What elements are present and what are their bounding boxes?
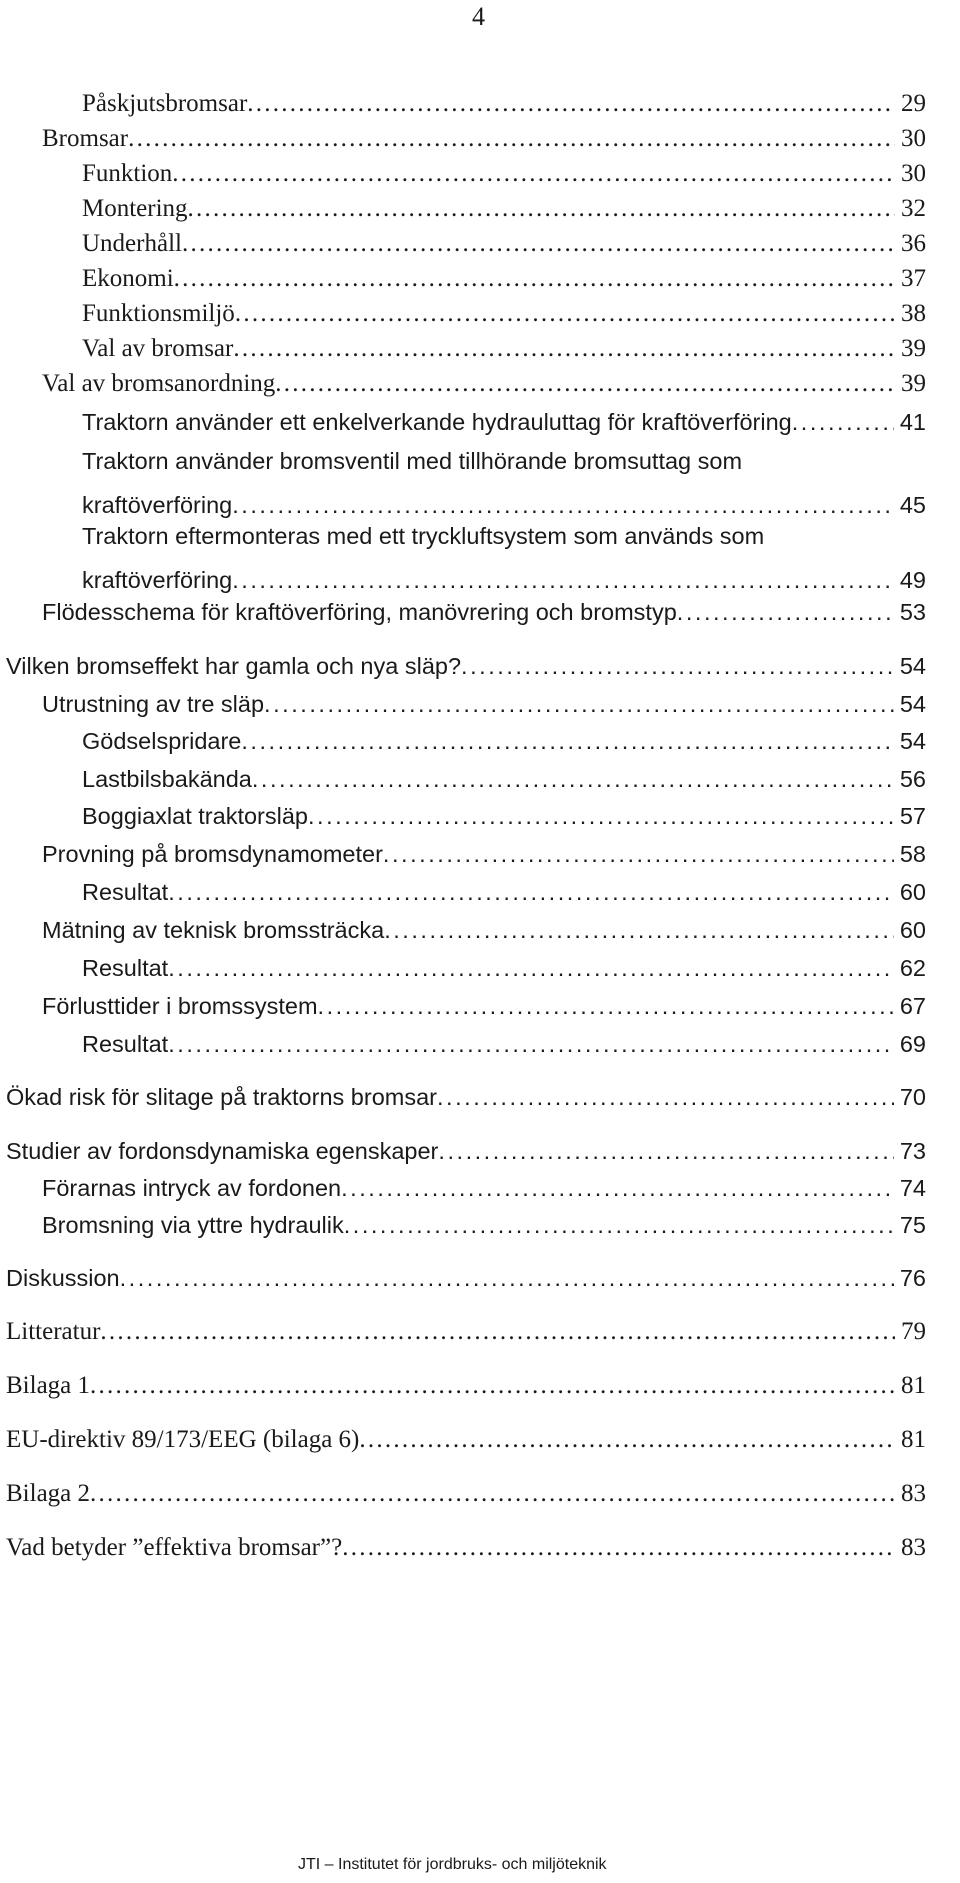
toc-entry-page: 39 bbox=[901, 335, 926, 362]
toc-entry-title: Val av bromsar bbox=[82, 335, 234, 362]
toc-entry-title: Funktionsmiljö bbox=[82, 300, 235, 327]
toc-dot-leader bbox=[90, 1472, 895, 1516]
toc-entry-page: 30 bbox=[901, 160, 926, 187]
toc-entry-title: Bromsar bbox=[42, 125, 129, 152]
toc-entry-page: 83 bbox=[901, 1480, 926, 1507]
toc-entry-title: Boggiaxlat traktorsläp bbox=[82, 803, 308, 829]
toc-entry[interactable] bbox=[82, 514, 926, 602]
toc-entry-title: Provning på bromsdynamometer bbox=[42, 841, 383, 867]
toc-entry-page: 41 bbox=[899, 409, 926, 435]
toc-entry[interactable] bbox=[6, 1472, 926, 1516]
toc-entry-title-line: Traktorn eftermonteras med ett tryckluftsystem som används som bbox=[82, 523, 765, 549]
toc-entry-page: 49 bbox=[899, 567, 926, 593]
toc-entry[interactable] bbox=[82, 1022, 926, 1066]
toc-dot-leader bbox=[344, 1203, 894, 1247]
page-number: 4 bbox=[472, 2, 485, 31]
toc-entry-title: Utrustning av tre släp bbox=[42, 691, 265, 717]
toc-entry-title-line: Traktorn använder bromsventil med tillhörande bromsuttag som bbox=[82, 448, 743, 474]
toc-entry-page: 54 bbox=[899, 653, 926, 679]
toc-entry-page: 29 bbox=[901, 90, 926, 117]
toc-entry[interactable] bbox=[6, 1256, 926, 1300]
toc-entry-page: 74 bbox=[899, 1175, 926, 1201]
toc-entry-title: Underhåll bbox=[82, 230, 182, 257]
toc-entry-page: 36 bbox=[901, 230, 926, 257]
toc-entry-page: 67 bbox=[899, 993, 926, 1019]
toc-dot-leader bbox=[168, 1022, 894, 1066]
toc-entry-page: 37 bbox=[901, 265, 926, 292]
toc-entry-title: Lastbilsbakända bbox=[82, 766, 252, 792]
toc-dot-leader bbox=[120, 1256, 894, 1300]
toc-entry-page: 54 bbox=[899, 728, 926, 754]
toc-entry-title: kraftöverföring bbox=[82, 492, 233, 518]
toc-entry-title: Funktion bbox=[82, 160, 173, 187]
toc-entry-title: Resultat bbox=[82, 955, 169, 981]
toc-entry[interactable] bbox=[82, 400, 926, 444]
toc-entry[interactable] bbox=[6, 1075, 926, 1119]
toc-dot-leader bbox=[342, 1526, 895, 1570]
toc-entry-page: 57 bbox=[899, 803, 926, 829]
toc-dot-leader bbox=[90, 1364, 895, 1408]
toc-entry-title: Gödselspridare bbox=[82, 728, 242, 754]
toc-dot-leader bbox=[677, 590, 894, 634]
toc-entry-title: Bromsning via yttre hydraulik bbox=[42, 1212, 344, 1238]
toc-entry-title: Vad betyder ”effektiva bromsar”? bbox=[6, 1534, 343, 1561]
toc-entry-page: 70 bbox=[899, 1084, 926, 1110]
toc-entry-page: 39 bbox=[901, 370, 926, 397]
toc-entry-title: Bilaga 2 bbox=[6, 1480, 91, 1507]
toc-entry[interactable] bbox=[6, 1418, 926, 1462]
toc-entry-page: 73 bbox=[899, 1138, 926, 1164]
toc-entry-page: 76 bbox=[899, 1265, 926, 1291]
toc-entry-title: Förarnas intryck av fordonen bbox=[42, 1175, 342, 1201]
toc-entry-title: EU-direktiv 89/173/EEG (bilaga 6) bbox=[6, 1426, 360, 1453]
toc-entry-title: Vilken bromseffekt har gamla och nya släp? bbox=[6, 653, 462, 679]
toc-entry-title: Mätning av teknisk bromssträcka bbox=[42, 917, 385, 943]
toc-dot-leader bbox=[100, 1310, 895, 1354]
toc-entry-page: 60 bbox=[899, 879, 926, 905]
toc-entry-page: 83 bbox=[901, 1534, 926, 1561]
toc-entry-page: 45 bbox=[899, 492, 926, 518]
toc-entry-page: 62 bbox=[899, 955, 926, 981]
toc-entry-title: Flödesschema för kraftöverföring, manövrering och bromstyp bbox=[42, 599, 677, 625]
toc-entry-title: Förlusttider i bromssystem bbox=[42, 993, 318, 1019]
toc-entry[interactable] bbox=[42, 1203, 926, 1247]
toc-entry-title: kraftöverföring bbox=[82, 567, 233, 593]
toc-entry-title: Påskjutsbromsar bbox=[82, 90, 248, 117]
toc-entry-page: 53 bbox=[899, 599, 926, 625]
toc-entry-page: 54 bbox=[899, 691, 926, 717]
toc-entry-page: 58 bbox=[899, 841, 926, 867]
toc-dot-leader bbox=[792, 400, 894, 444]
toc-entry-title: Resultat bbox=[82, 1031, 169, 1057]
toc-entry-title: Montering bbox=[82, 195, 188, 222]
page-footer: JTI – Institutet för jordbruks- och miljöteknik bbox=[298, 1856, 607, 1873]
toc-entry[interactable] bbox=[6, 1526, 926, 1570]
toc-entry-title: Ekonomi bbox=[82, 265, 174, 292]
toc-dot-leader bbox=[437, 1075, 894, 1119]
toc-entry-page: 81 bbox=[901, 1372, 926, 1399]
toc-entry-title: Studier av fordonsdynamiska egenskaper bbox=[6, 1138, 439, 1164]
toc-entry-title: Ökad risk för slitage på traktorns bromsar bbox=[6, 1084, 437, 1110]
toc-entry-title: Traktorn använder ett enkelverkande hydrauluttag för kraftöverföring bbox=[82, 409, 792, 435]
toc-entry-page: 32 bbox=[901, 195, 926, 222]
toc-entry-page: 75 bbox=[899, 1212, 926, 1238]
toc-dot-leader bbox=[359, 1418, 895, 1462]
toc-entry[interactable] bbox=[6, 1364, 926, 1408]
toc-entry[interactable] bbox=[6, 1310, 926, 1354]
toc-entry-page: 30 bbox=[901, 125, 926, 152]
toc-entry-title: Resultat bbox=[82, 879, 169, 905]
toc-entry-title: Val av bromsanordning bbox=[42, 370, 276, 397]
toc-entry-page: 69 bbox=[899, 1031, 926, 1057]
toc-entry-page: 79 bbox=[901, 1318, 926, 1345]
toc-entry-page: 81 bbox=[901, 1426, 926, 1453]
toc-entry-title: Bilaga 1 bbox=[6, 1372, 91, 1399]
toc-entry-title: Diskussion bbox=[6, 1265, 120, 1291]
toc-entry[interactable] bbox=[42, 590, 926, 634]
toc-entry-title: Litteratur bbox=[6, 1318, 101, 1345]
toc-entry-page: 56 bbox=[899, 766, 926, 792]
toc-entry-page: 60 bbox=[899, 917, 926, 943]
toc-entry-page: 38 bbox=[901, 300, 926, 327]
